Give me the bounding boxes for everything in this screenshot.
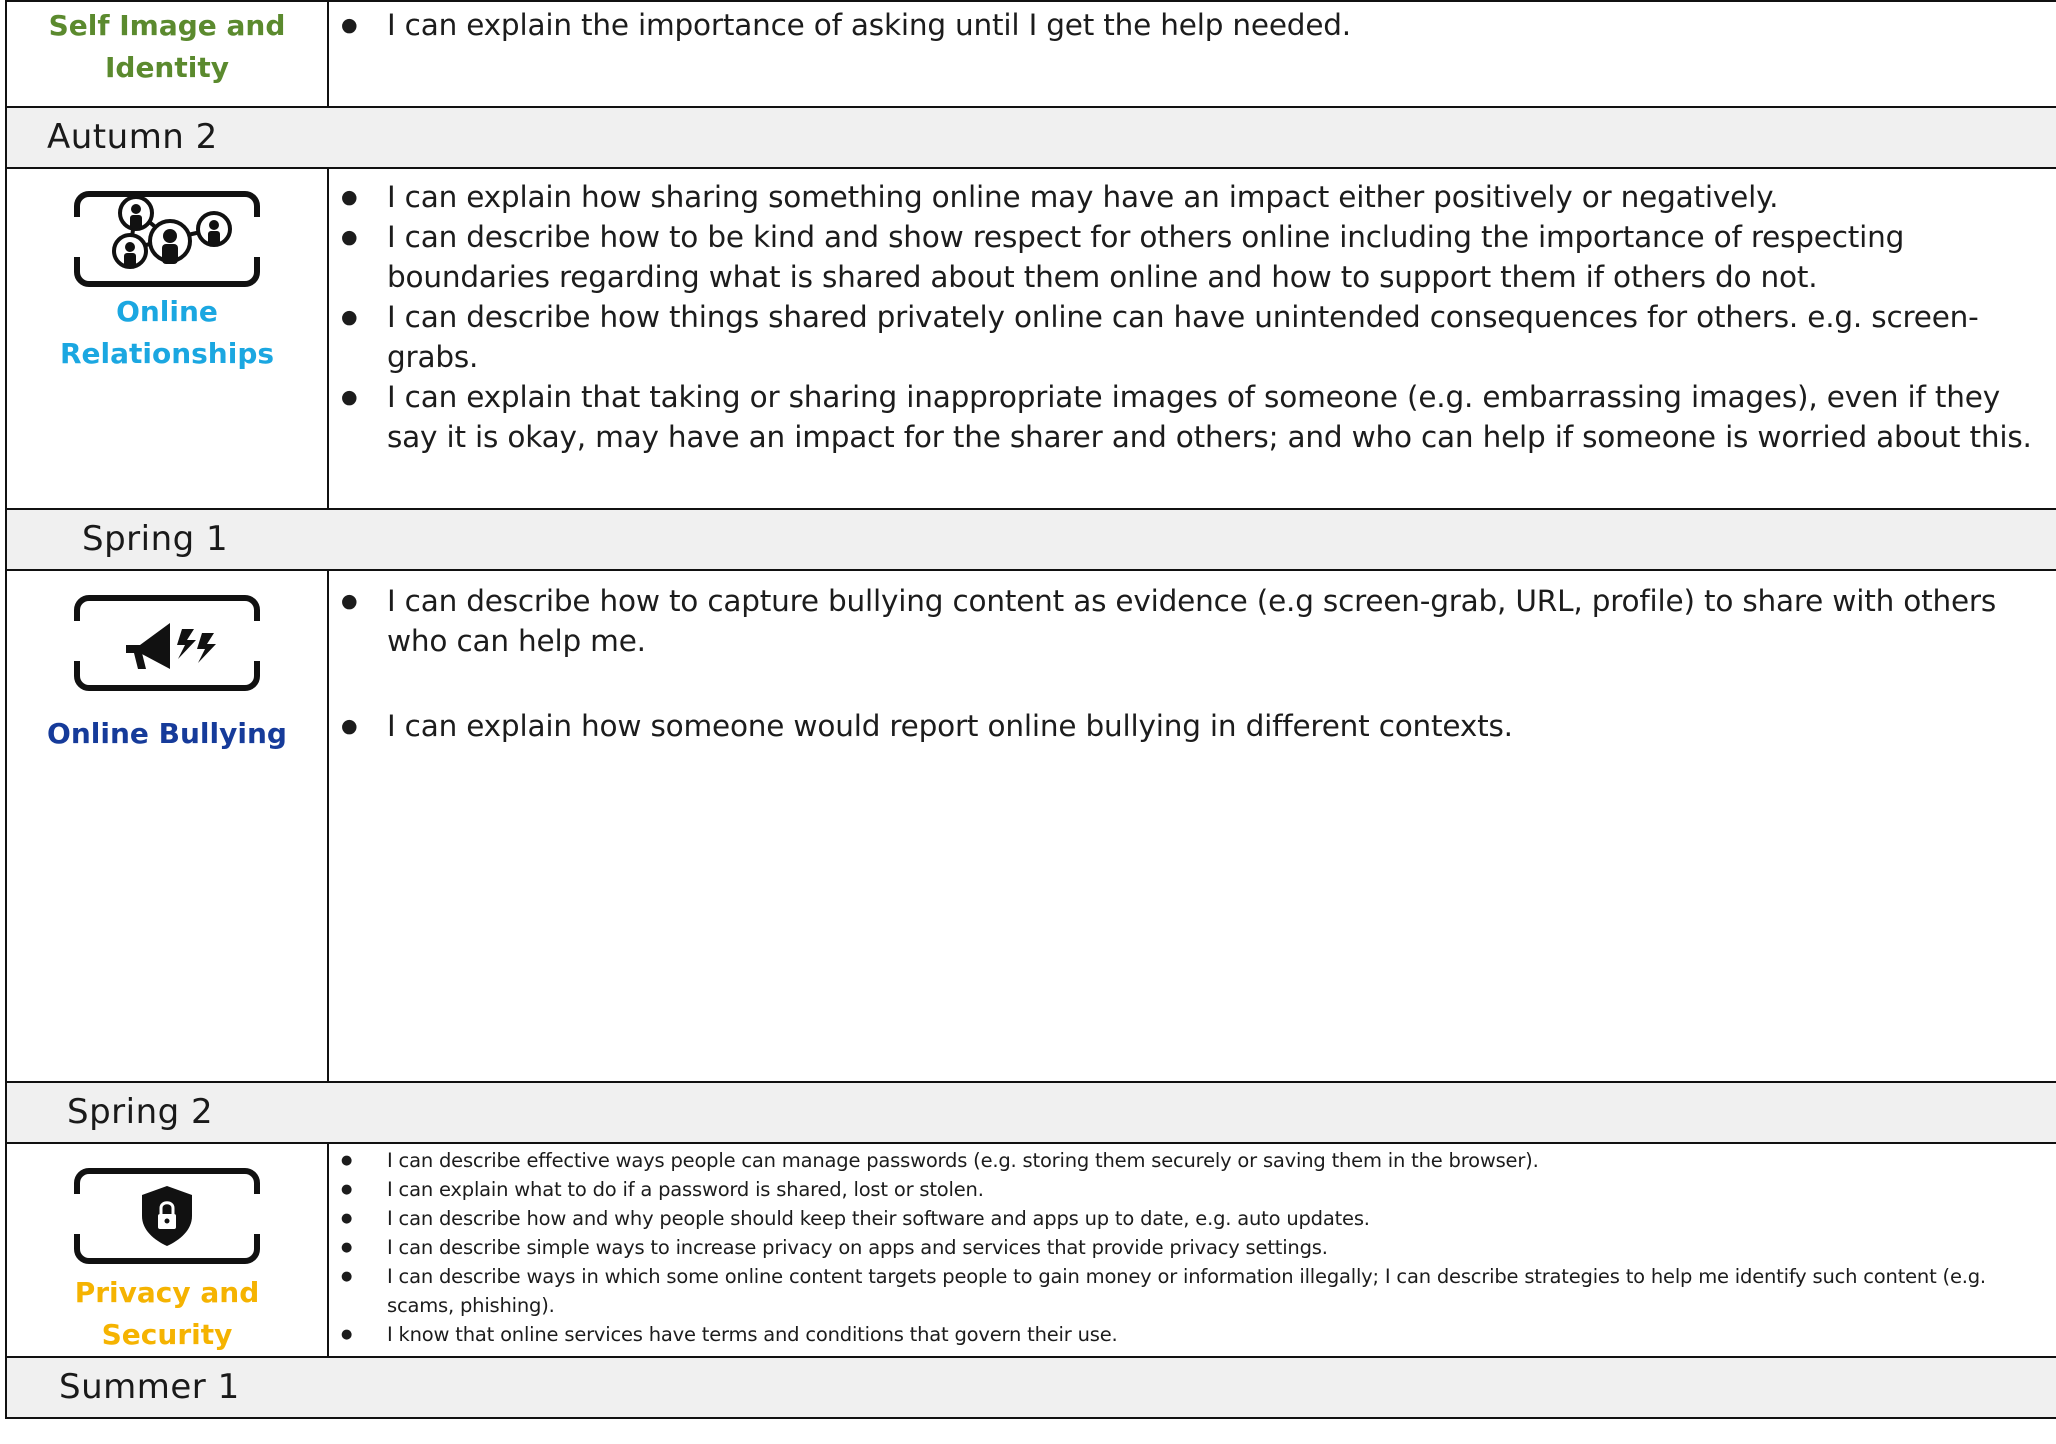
season-cell — [6, 1082, 2056, 1143]
people-network-icon — [74, 191, 260, 287]
topic-line-2: Security — [101, 1318, 233, 1351]
season-row-autumn-2 — [6, 107, 2056, 168]
megaphone-lightning-icon — [74, 595, 260, 691]
outcomes-cell-privacy-security — [328, 1143, 2056, 1357]
list-item: ● I can explain what to do if a password is shared, lost or stolen. — [387, 1175, 2056, 1204]
season-label: Spring 1 — [82, 519, 229, 559]
outcomes-list — [329, 177, 2056, 457]
topic-cell-self-image — [6, 1, 328, 107]
topic-title-online-relationships — [7, 291, 327, 375]
season-row-summer-1 — [6, 1357, 2056, 1418]
topic-title-privacy-security — [7, 1272, 327, 1356]
list-item: ● I can explain that taking or sharing inappropriate images of someone (e.g. embarrassing images), even if they say it is okay, may have an impact for the sharer and others; and who can help if someone is worried about this. — [387, 377, 2056, 457]
curriculum-table — [5, 0, 2056, 1419]
list-item: ● I can explain how sharing something online may have an impact either positively or negatively. — [387, 177, 2056, 217]
topic-cell-online-relationships — [6, 168, 328, 509]
list-item: ● I can describe how things shared privately online can have unintended consequences for others. e.g. screen-grabs. — [387, 297, 2056, 377]
topic-line-1: Self Image and — [48, 9, 286, 42]
list-item: ● I can describe how to capture bullying content as evidence (e.g screen-grab, URL, profile) to share with others who can help me. — [387, 581, 2056, 661]
list-item: ● I can explain how someone would report online bullying in different contexts. — [387, 706, 2056, 746]
list-item: ● I can describe how and why people should keep their software and apps up to date, e.g. auto updates. — [387, 1204, 2056, 1233]
topic-line-1: Privacy and — [74, 1276, 260, 1309]
topic-title-online-bullying: Online Bullying — [47, 717, 287, 750]
outcomes-list — [329, 1146, 2056, 1349]
topic-line-1: Online — [116, 295, 218, 328]
season-label: Summer 1 — [59, 1367, 240, 1407]
season-cell — [6, 1357, 2056, 1418]
list-item: ● I can describe ways in which some online content targets people to gain money or information illegally; I can describe strategies to help me identify such content (e.g. scams, phishing). — [387, 1262, 2056, 1320]
row-privacy-security — [6, 1143, 2056, 1357]
topic-line-2: Relationships — [59, 337, 275, 370]
season-row-spring-1 — [6, 509, 2056, 570]
season-label: Spring 2 — [67, 1092, 214, 1132]
topic-title-self-image — [7, 5, 327, 89]
season-label: Autumn 2 — [47, 117, 218, 157]
row-online-bullying — [6, 570, 2056, 1082]
shield-lock-icon — [74, 1168, 260, 1264]
season-cell — [6, 107, 2056, 168]
season-row-spring-2 — [6, 1082, 2056, 1143]
row-online-relationships — [6, 168, 2056, 509]
outcomes-cell-self-image — [328, 1, 2056, 107]
season-cell — [6, 509, 2056, 570]
topic-cell-privacy-security — [6, 1143, 328, 1357]
list-item: ● I can describe how to be kind and show respect for others online including the importance of respecting boundaries regarding what is shared about them online and how to support them if others do not. — [387, 217, 2056, 297]
list-item: ● I can describe simple ways to increase privacy on apps and services that provide privacy settings. — [387, 1233, 2056, 1262]
outcomes-cell-online-relationships — [328, 168, 2056, 509]
topic-line-2: Identity — [104, 51, 229, 84]
outcomes-cell-online-bullying — [328, 570, 2056, 1082]
list-item: ● I know that online services have terms and conditions that govern their use. — [387, 1320, 2056, 1349]
topic-cell-online-bullying — [6, 570, 328, 1082]
row-self-image — [6, 1, 2056, 107]
outcomes-list — [329, 5, 2056, 45]
list-item: ● I can explain the importance of asking until I get the help needed. — [387, 5, 2056, 45]
outcomes-list — [329, 581, 2056, 746]
list-item: ● I can describe effective ways people can manage passwords (e.g. storing them securely or saving them in the browser). — [387, 1146, 2056, 1175]
